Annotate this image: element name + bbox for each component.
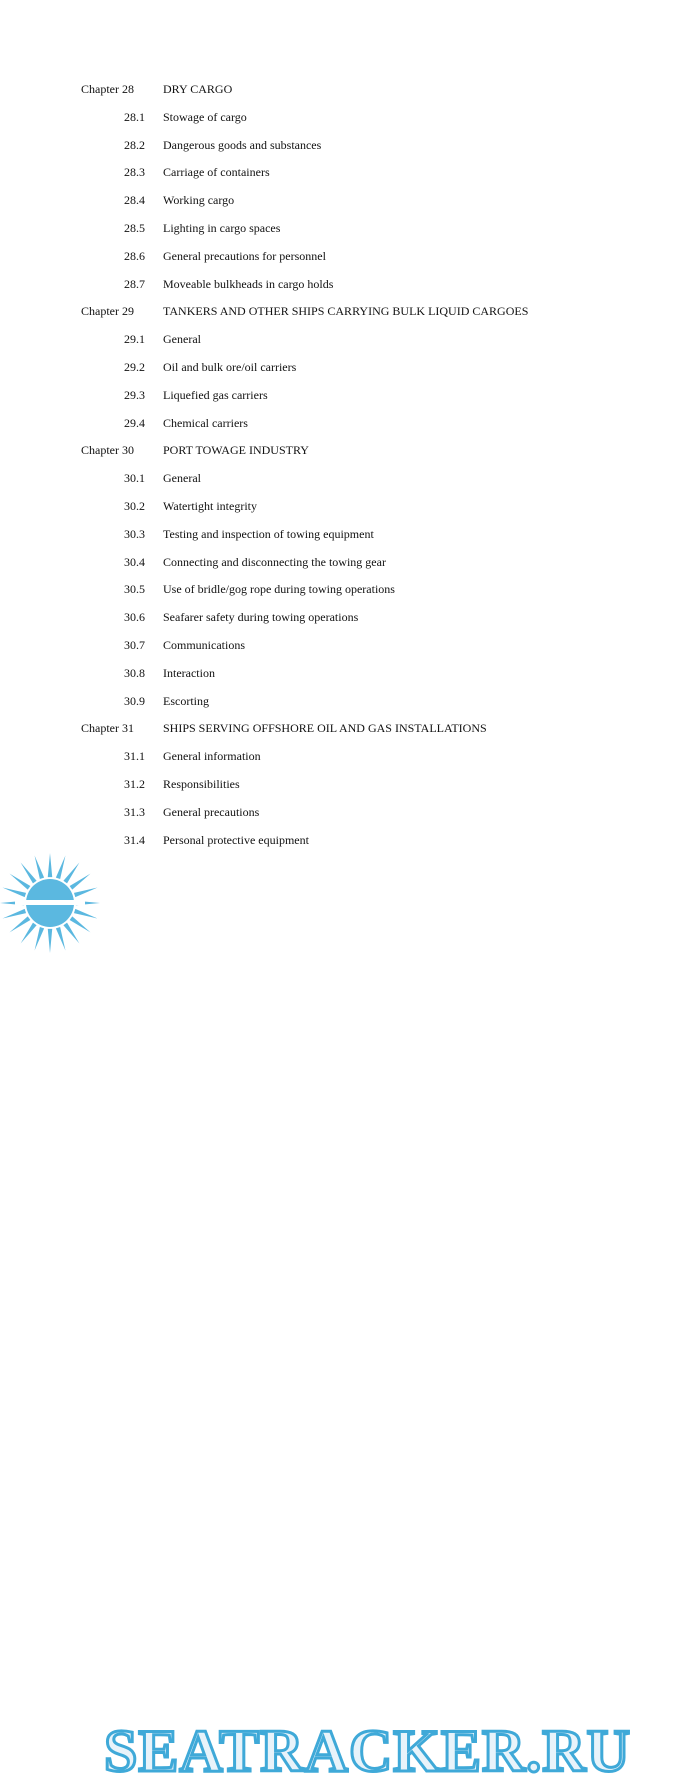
section-title: Communications	[163, 637, 245, 652]
sun-ray	[2, 909, 26, 919]
section-item	[0, 159, 675, 187]
section-title: Oil and bulk ore/oil carriers	[163, 359, 297, 374]
section-number: 28.1	[124, 109, 145, 124]
sun-ray	[10, 916, 31, 932]
section-item	[0, 521, 675, 549]
chapter-label: Chapter 29	[81, 304, 134, 319]
section-number: 30.3	[124, 526, 145, 541]
section-title: General precautions	[163, 804, 260, 819]
section-title: Stowage of cargo	[163, 109, 247, 124]
section-number: 31.3	[124, 804, 145, 819]
section-title: General	[163, 332, 201, 347]
section-item	[0, 549, 675, 577]
section-number: 29.2	[124, 359, 145, 374]
section-title: General	[163, 471, 201, 486]
section-item	[0, 576, 675, 604]
section-item	[0, 465, 675, 493]
sun-ray	[74, 909, 98, 919]
section-number: 28.6	[124, 248, 145, 263]
section-number: 30.6	[124, 610, 145, 625]
section-item	[0, 132, 675, 160]
section-number: 29.4	[124, 415, 145, 430]
sun-ray	[74, 888, 98, 898]
section-number: 28.3	[124, 165, 145, 180]
section-title: Watertight integrity	[163, 498, 258, 513]
chapter-label: Chapter 31	[81, 721, 134, 736]
watermark-text: SEATRACKER.RU	[104, 1718, 631, 1784]
sun-ray	[10, 874, 31, 890]
chapter-heading	[0, 715, 675, 743]
chapter-title: DRY CARGO	[163, 82, 233, 96]
section-number: 29.1	[124, 332, 145, 347]
sun-ray	[56, 927, 66, 951]
section-title: Escorting	[163, 693, 209, 708]
chapter-title: TANKERS AND OTHER SHIPS CARRYING BULK LIQUID CARGOES	[163, 304, 529, 319]
section-title: Lighting in cargo spaces	[163, 220, 281, 235]
chapter-heading	[0, 298, 675, 326]
section-title: Working cargo	[163, 193, 235, 208]
section-item	[0, 271, 675, 299]
sun-ray	[70, 916, 91, 932]
section-title: Chemical carriers	[163, 415, 248, 430]
section-title: General precautions for personnel	[163, 248, 326, 263]
sun-ray	[56, 855, 66, 879]
section-title: Interaction	[163, 665, 215, 680]
section-item	[0, 354, 675, 382]
watermark	[0, 850, 675, 1784]
section-number: 30.4	[124, 554, 145, 569]
sun-ray	[21, 923, 37, 944]
sun-ray	[48, 929, 52, 953]
section-number: 28.5	[124, 220, 145, 235]
section-title: Carriage of containers	[163, 165, 270, 180]
section-item	[0, 382, 675, 410]
sun-ray	[35, 855, 45, 879]
table-of-contents	[0, 76, 675, 854]
section-item	[0, 743, 675, 771]
section-title: Liquefied gas carriers	[163, 387, 268, 402]
section-number: 30.9	[124, 693, 145, 708]
section-title: Seafarer safety during towing operations	[163, 610, 359, 625]
section-item	[0, 326, 675, 354]
chapter-label: Chapter 28	[81, 82, 134, 96]
section-number: 31.4	[124, 832, 145, 847]
section-item	[0, 604, 675, 632]
section-item	[0, 660, 675, 688]
section-number: 28.4	[124, 193, 145, 208]
section-number: 30.8	[124, 665, 145, 680]
section-item	[0, 243, 675, 271]
chapter-label: Chapter 30	[81, 443, 134, 458]
section-number: 29.3	[124, 387, 145, 402]
section-item	[0, 215, 675, 243]
sun-stripe	[15, 900, 85, 905]
section-title: Personal protective equipment	[163, 832, 309, 847]
section-title: Use of bridle/gog rope during towing operations	[163, 582, 395, 597]
sun-logo-icon	[0, 850, 105, 955]
sun-ray	[63, 863, 79, 884]
section-item	[0, 104, 675, 132]
section-number: 31.1	[124, 749, 145, 764]
chapter-heading	[0, 437, 675, 465]
section-title: Testing and inspection of towing equipment	[163, 526, 374, 541]
section-number: 30.5	[124, 582, 145, 597]
section-number: 28.7	[124, 276, 145, 291]
section-item	[0, 410, 675, 438]
sun-ray	[70, 874, 91, 890]
section-number: 30.1	[124, 471, 145, 486]
chapter-title: SHIPS SERVING OFFSHORE OIL AND GAS INSTALLATIONS	[163, 721, 487, 736]
section-item	[0, 187, 675, 215]
section-title: Dangerous goods and substances	[163, 137, 322, 152]
chapter-heading	[0, 76, 675, 104]
section-item	[0, 688, 675, 716]
section-number: 30.2	[124, 498, 145, 513]
section-item	[0, 493, 675, 521]
section-title: Responsibilities	[163, 776, 240, 791]
section-title: General information	[163, 749, 261, 764]
section-item	[0, 771, 675, 799]
section-item	[0, 632, 675, 660]
chapter-title: PORT TOWAGE INDUSTRY	[163, 443, 309, 458]
sun-ray	[35, 927, 45, 951]
sun-ray	[63, 923, 79, 944]
section-item	[0, 799, 675, 827]
section-number: 28.2	[124, 137, 145, 152]
section-title: Moveable bulkheads in cargo holds	[163, 276, 334, 291]
sun-ray	[2, 888, 26, 898]
section-title: Connecting and disconnecting the towing gear	[163, 554, 386, 569]
sun-ray	[48, 853, 52, 877]
section-number: 31.2	[124, 776, 145, 791]
section-number: 30.7	[124, 637, 145, 652]
sun-ray	[21, 863, 37, 884]
